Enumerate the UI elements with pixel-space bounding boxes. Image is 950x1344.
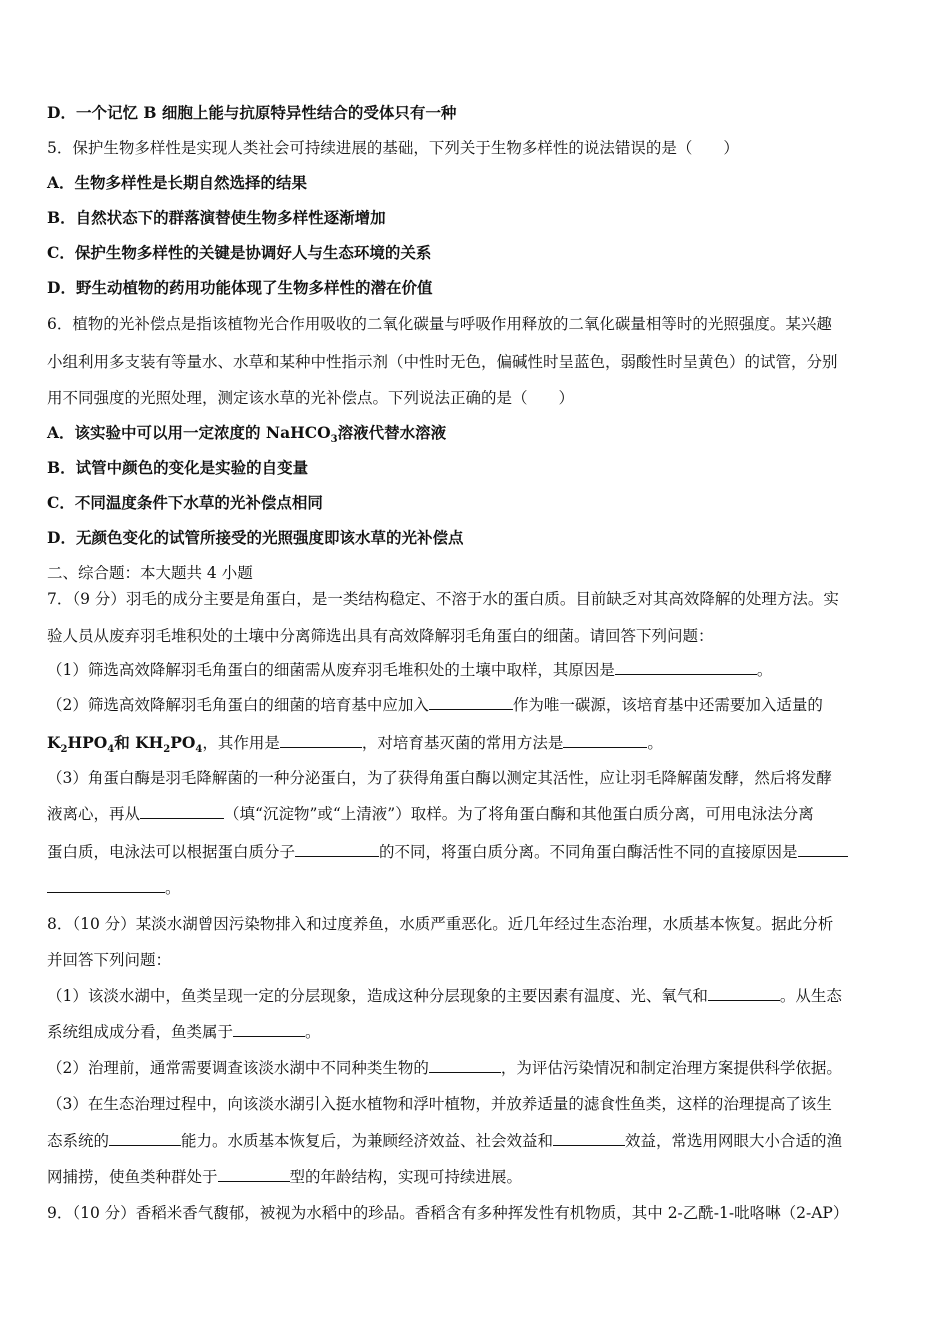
answer-blank[interactable] — [798, 842, 848, 857]
answer-blank[interactable] — [615, 660, 757, 675]
chem-text: HPO — [67, 733, 108, 752]
answer-blank[interactable] — [563, 733, 647, 748]
answer-blank[interactable] — [140, 804, 224, 819]
q5-option-d: D．野生动植物的药用功能体现了生物多样性的潜在价值 — [47, 278, 433, 297]
chem-text: PO — [170, 733, 196, 752]
q5-option-a: A．生物多样性是长期自然选择的结果 — [47, 173, 308, 192]
q8-stem-line2: 并回答下列问题： — [47, 951, 172, 969]
q8-part3-line1: （3）在生态治理过程中，向该淡水湖引入挺水植物和浮叶植物，并放养适量的滤食性鱼类，这样的治理提高了该生 — [47, 1095, 832, 1113]
q7-part2-line2-text2: ，对培育基灭菌的常用方法是 — [361, 734, 564, 752]
answer-blank[interactable] — [280, 733, 362, 748]
q6-option-d: D．无颜色变化的试管所接受的光照强度即该水草的光补偿点 — [47, 528, 464, 547]
q8-stem-line1: 8．（10 分）某淡水湖曾因污染物排入和过度养鱼，水质严重恶化。近几年经过生态治理，水质基本恢复。据此分析 — [47, 915, 834, 933]
subscript: 4 — [195, 744, 203, 756]
q8-part1-line2-text: 系统组成成分看，鱼类属于 — [47, 1023, 234, 1041]
answer-blank[interactable] — [553, 1131, 625, 1146]
q6-stem-line1: 6．植物的光补偿点是指该植物光合作用吸收的二氧化碳量与呼吸作用释放的二氧化碳量相等时的光照强度。某兴趣 — [47, 315, 832, 333]
q7-part3-line4-end: 。 — [165, 879, 181, 897]
q8-part1-line2-end: 。 — [305, 1023, 321, 1041]
q7-part2-text: （2）筛选高效降解羽毛角蛋白的细菌的培育基中应加入 — [47, 696, 429, 714]
section-2-title: 二、综合题：本大题共 4 小题 — [47, 564, 253, 582]
q7-part3-line3-text2: 的不同，将蛋白质分离。不同角蛋白酶活性不同的直接原因是 — [379, 843, 798, 861]
q7-part3-line1: （3）角蛋白酶是羽毛降解菌的一种分泌蛋白，为了获得角蛋白酶以测定其活性，应让羽毛降解菌发酵，然后将发酵 — [47, 769, 832, 787]
q6-option-c: C．不同温度条件下水草的光补偿点相同 — [47, 493, 323, 512]
q7-part2-line2 — [47, 733, 907, 756]
q7-part3-line4 — [47, 878, 907, 898]
q8-part2-text2: ，为评估污染情况和制定治理方案提供科学依据。 — [500, 1059, 842, 1077]
q7-part2-line2-end: 。 — [647, 734, 663, 752]
q7-part2 — [47, 695, 907, 715]
q7-part2-text-mid: 作为唯一碳源，该培育基中还需要加入适量的 — [512, 696, 823, 714]
chem-text: K — [47, 733, 61, 752]
q6-option-a — [47, 423, 907, 446]
q5-option-c: C．保护生物多样性的关键是协调好人与生态环境的关系 — [47, 243, 432, 262]
q6-stem-line2: 小组利用多支装有等量水、水草和某种中性指示剂（中性时无色，偏碱性时呈蓝色，弱酸性时呈黄色）的试管，分别 — [47, 353, 838, 371]
q8-part3-line3-text: 网捕捞，使鱼类种群处于 — [47, 1168, 218, 1186]
q5-option-b: B．自然状态下的群落演替使生物多样性逐渐增加 — [47, 208, 386, 227]
chem-text: 和 KH — [114, 733, 164, 752]
q4-option-d: D．一个记忆 B 细胞上能与抗原特异性结合的受体只有一种 — [47, 103, 457, 122]
q7-part3-line3 — [47, 842, 907, 862]
q7-part3-line2-text2: （填“沉淀物”或“上清液”）取样。为了将角蛋白酶和其他蛋白质分离，可用电泳法分离 — [224, 805, 814, 823]
q7-part2-line2-text: ，其作用是 — [202, 734, 280, 752]
q6-option-a-text: A．该实验中可以用一定浓度的 NaHCO — [47, 423, 331, 442]
q7-part1 — [47, 660, 907, 680]
answer-blank[interactable] — [429, 695, 513, 710]
q7-part1-text: （1）筛选高效降解羽毛角蛋白的细菌需从废弃羽毛堆积处的土壤中取样，其原因是 — [47, 661, 615, 679]
q5-stem: 5．保护生物多样性是实现人类社会可持续进展的基础，下列关于生物多样性的说法错误的是（ ） — [47, 139, 739, 157]
q8-part1-line2 — [47, 1022, 907, 1042]
q7-part3-line2 — [47, 804, 907, 824]
q8-part3-line3 — [47, 1167, 907, 1187]
q6-option-b: B．试管中颜色的变化是实验的自变量 — [47, 458, 309, 477]
q8-part1-text: （1）该淡水湖中，鱼类呈现一定的分层现象，造成这种分层现象的主要因素有温度、光、氧气和 — [47, 987, 708, 1005]
answer-blank[interactable] — [708, 986, 780, 1001]
q8-part3-line2-text2: 能力。水质基本恢复后，为兼顾经济效益、社会效益和 — [181, 1132, 554, 1150]
q8-part1-text2: 。从生态 — [779, 987, 842, 1005]
answer-blank[interactable] — [109, 1131, 181, 1146]
q8-part3-line3-text2: 型的年龄结构，实现可持续进展。 — [289, 1168, 523, 1186]
subscript: 2 — [60, 744, 68, 756]
q8-part3-line2-text: 态系统的 — [47, 1132, 110, 1150]
subscript: 2 — [163, 744, 171, 756]
q7-stem-line2: 验人员从废弃羽毛堆积处的土壤中分离筛选出具有高效降解羽毛角蛋白的细菌。请回答下列问题： — [47, 627, 714, 645]
answer-blank[interactable] — [429, 1058, 501, 1073]
q9-stem-line1: 9．（10 分）香稻米香气馥郁，被视为水稻中的珍品。香稻含有多种挥发性有机物质，其中 2-乙酰-1-吡咯啉（2-AP） — [47, 1204, 849, 1222]
q8-part2 — [47, 1058, 907, 1078]
q7-part3-line2-text: 液离心，再从 — [47, 805, 141, 823]
subscript: 3 — [330, 434, 338, 446]
q8-part1 — [47, 986, 907, 1006]
subscript: 4 — [107, 744, 115, 756]
q7-stem-line1: 7．（9 分）羽毛的成分主要是角蛋白，是一类结构稳定、不溶于水的蛋白质。目前缺乏对其高效降解的处理方法。实 — [47, 590, 839, 608]
answer-blank[interactable] — [218, 1167, 290, 1182]
q8-part2-text: （2）治理前，通常需要调查该淡水湖中不同种类生物的 — [47, 1059, 429, 1077]
q8-part3-line2 — [47, 1131, 907, 1151]
answer-blank[interactable] — [47, 878, 165, 893]
q8-part3-line2-text3: 效益，常选用网眼大小合适的渔 — [625, 1132, 843, 1150]
q6-option-a-text-end: 溶液代替水溶液 — [337, 423, 447, 442]
q7-part1-end: 。 — [756, 661, 773, 679]
answer-blank[interactable] — [233, 1022, 305, 1037]
q6-stem-line3: 用不同强度的光照处理，测定该水草的光补偿点。下列说法正确的是（ ） — [47, 389, 575, 407]
q7-part3-line3-text: 蛋白质，电泳法可以根据蛋白质分子 — [47, 843, 296, 861]
answer-blank[interactable] — [295, 842, 379, 857]
